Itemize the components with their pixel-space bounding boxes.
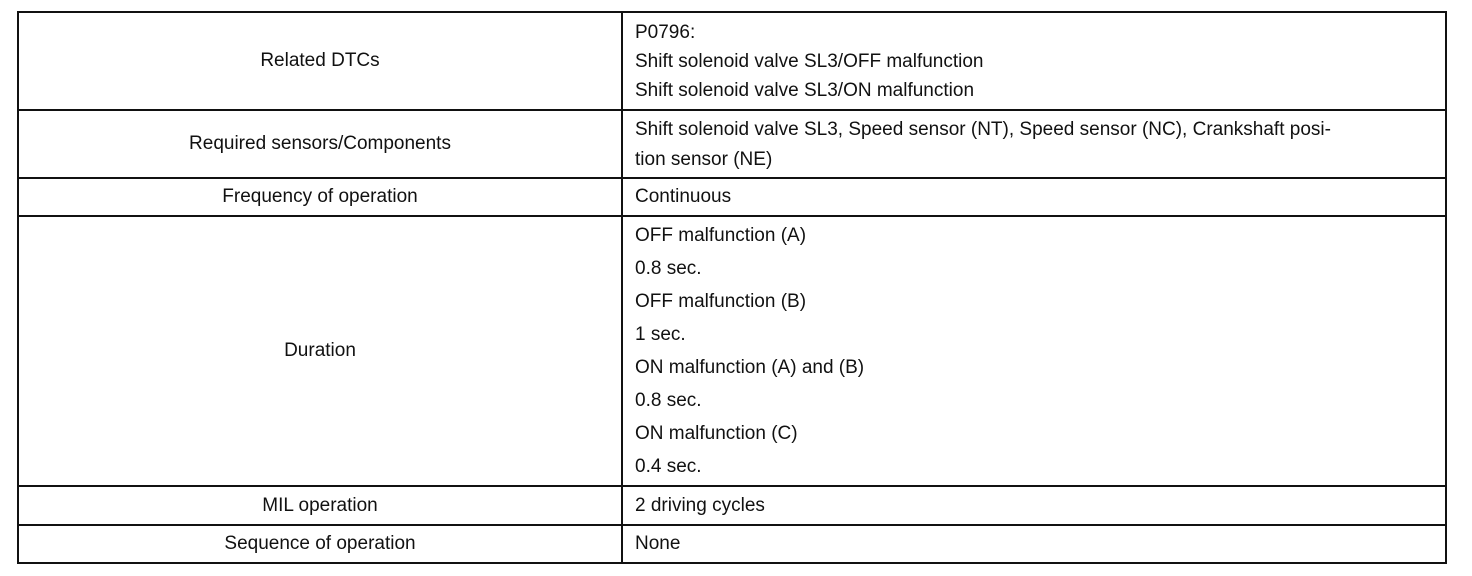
frequency-label: Frequency of operation <box>18 178 622 216</box>
related-dtcs-value <box>622 12 1446 110</box>
table-row-sequence <box>18 525 1446 563</box>
duration-line: ON malfunction (A) and (B) <box>635 357 865 378</box>
duration-line: OFF malfunction (A) <box>635 225 807 246</box>
monitor-strategy-table <box>17 11 1447 564</box>
duration-line: OFF malfunction (B) <box>635 291 807 312</box>
required-sensors-line-1: Shift solenoid valve SL3, Speed sensor (NT), Speed sensor (NC), Crankshaft posi- <box>635 119 1331 140</box>
table-row-duration <box>18 216 1446 486</box>
duration-line: ON malfunction (C) <box>635 423 798 444</box>
duration-label: Duration <box>18 216 622 486</box>
duration-line: 1 sec. <box>635 324 686 345</box>
frequency-value: Continuous <box>622 178 1446 216</box>
duration-line: 0.4 sec. <box>635 456 702 477</box>
duration-line: 0.8 sec. <box>635 390 702 411</box>
table-row-mil-operation <box>18 486 1446 525</box>
dtc-description-off: Shift solenoid valve SL3/OFF malfunction <box>635 50 984 72</box>
duration-line: 0.8 sec. <box>635 258 702 279</box>
duration-value <box>622 216 1446 486</box>
dtc-code: P0796: <box>635 21 696 43</box>
sequence-label: Sequence of operation <box>18 525 622 563</box>
table-row-required-sensors <box>18 110 1446 178</box>
mil-operation-value: 2 driving cycles <box>622 486 1446 525</box>
dtc-description-on: Shift solenoid valve SL3/ON malfunction <box>635 79 975 101</box>
table-row-related-dtcs <box>18 12 1446 110</box>
table-row-frequency <box>18 178 1446 216</box>
required-sensors-value <box>622 110 1446 178</box>
required-sensors-label: Required sensors/Components <box>18 110 622 178</box>
mil-operation-label: MIL operation <box>18 486 622 525</box>
related-dtcs-label: Related DTCs <box>18 12 622 110</box>
required-sensors-line-2: tion sensor (NE) <box>635 149 773 170</box>
sequence-value: None <box>622 525 1446 563</box>
